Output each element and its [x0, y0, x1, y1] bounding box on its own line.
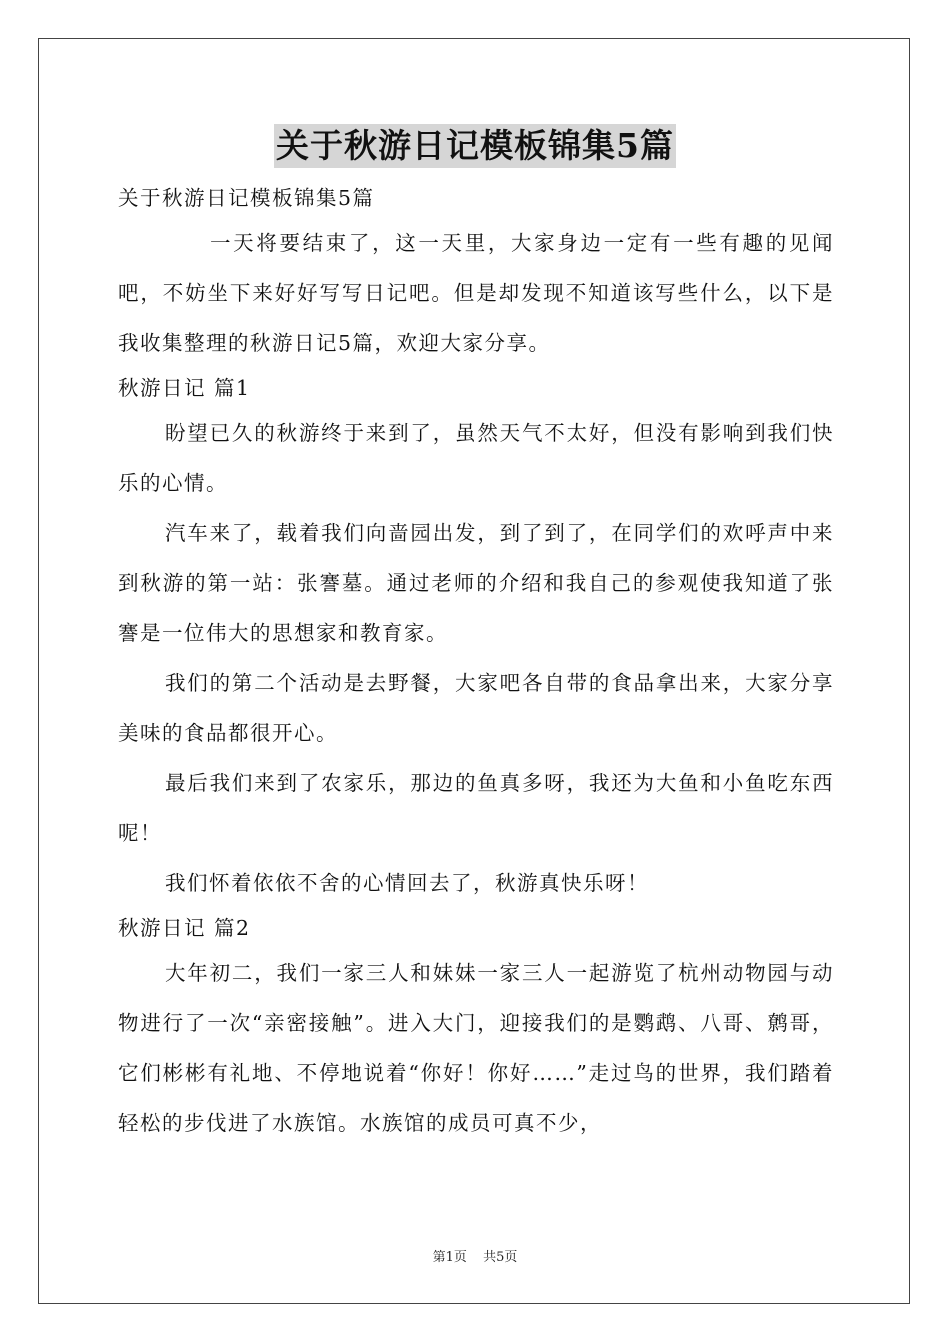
document-title: 关于秋游日记模板锦集5篇: [274, 124, 676, 168]
paragraph: 大年初二，我们一家三人和妹妹一家三人一起游览了杭州动物园与动物进行了一次“亲密接触”。进入大门，迎接我们的是鹦鹉、八哥、鹩哥，它们彬彬有礼地、不停地说着“你好！你好……”走过鸟的世界，我们踏着轻松的步伐进了水族馆。水族馆的成员可真不少，: [118, 961, 834, 1135]
paragraph: 汽车来了，载着我们向啬园出发，到了到了，在同学们的欢呼声中来到秋游的第一站：张謇墓。通过老师的介绍和我自己的参观使我知道了张謇是一位伟大的思想家和教育家。: [118, 521, 834, 645]
title-container: [0, 124, 950, 168]
paragraph: 我们怀着依依不舍的心情回去了，秋游真快乐呀！: [165, 871, 649, 895]
page-total: 共5页: [483, 1250, 518, 1265]
section-heading-1: 秋游日记 篇1: [118, 376, 251, 400]
document-subtitle: 关于秋游日记模板锦集5篇: [118, 186, 375, 210]
paragraph: 最后我们来到了农家乐，那边的鱼真多呀，我还为大鱼和小鱼吃东西呢！: [118, 771, 834, 845]
intro-paragraph: 一天将要结束了，这一天里，大家身边一定有一些有趣的见闻吧，不妨坐下来好好写写日记吧。但是却发现不知道该写些什么，以下是我收集整理的秋游日记5篇，欢迎大家分享。: [118, 231, 834, 355]
page-number: 第1页: [432, 1250, 467, 1265]
paragraph: 盼望已久的秋游终于来到了，虽然天气不太好，但没有影响到我们快乐的心情。: [118, 421, 834, 495]
paragraph: 我们的第二个活动是去野餐，大家吧各自带的食品拿出来，大家分享美味的食品都很开心。: [118, 671, 834, 745]
section-heading-2: 秋游日记 篇2: [118, 916, 251, 940]
page-footer: [0, 1246, 950, 1265]
document-body: [118, 178, 834, 1148]
